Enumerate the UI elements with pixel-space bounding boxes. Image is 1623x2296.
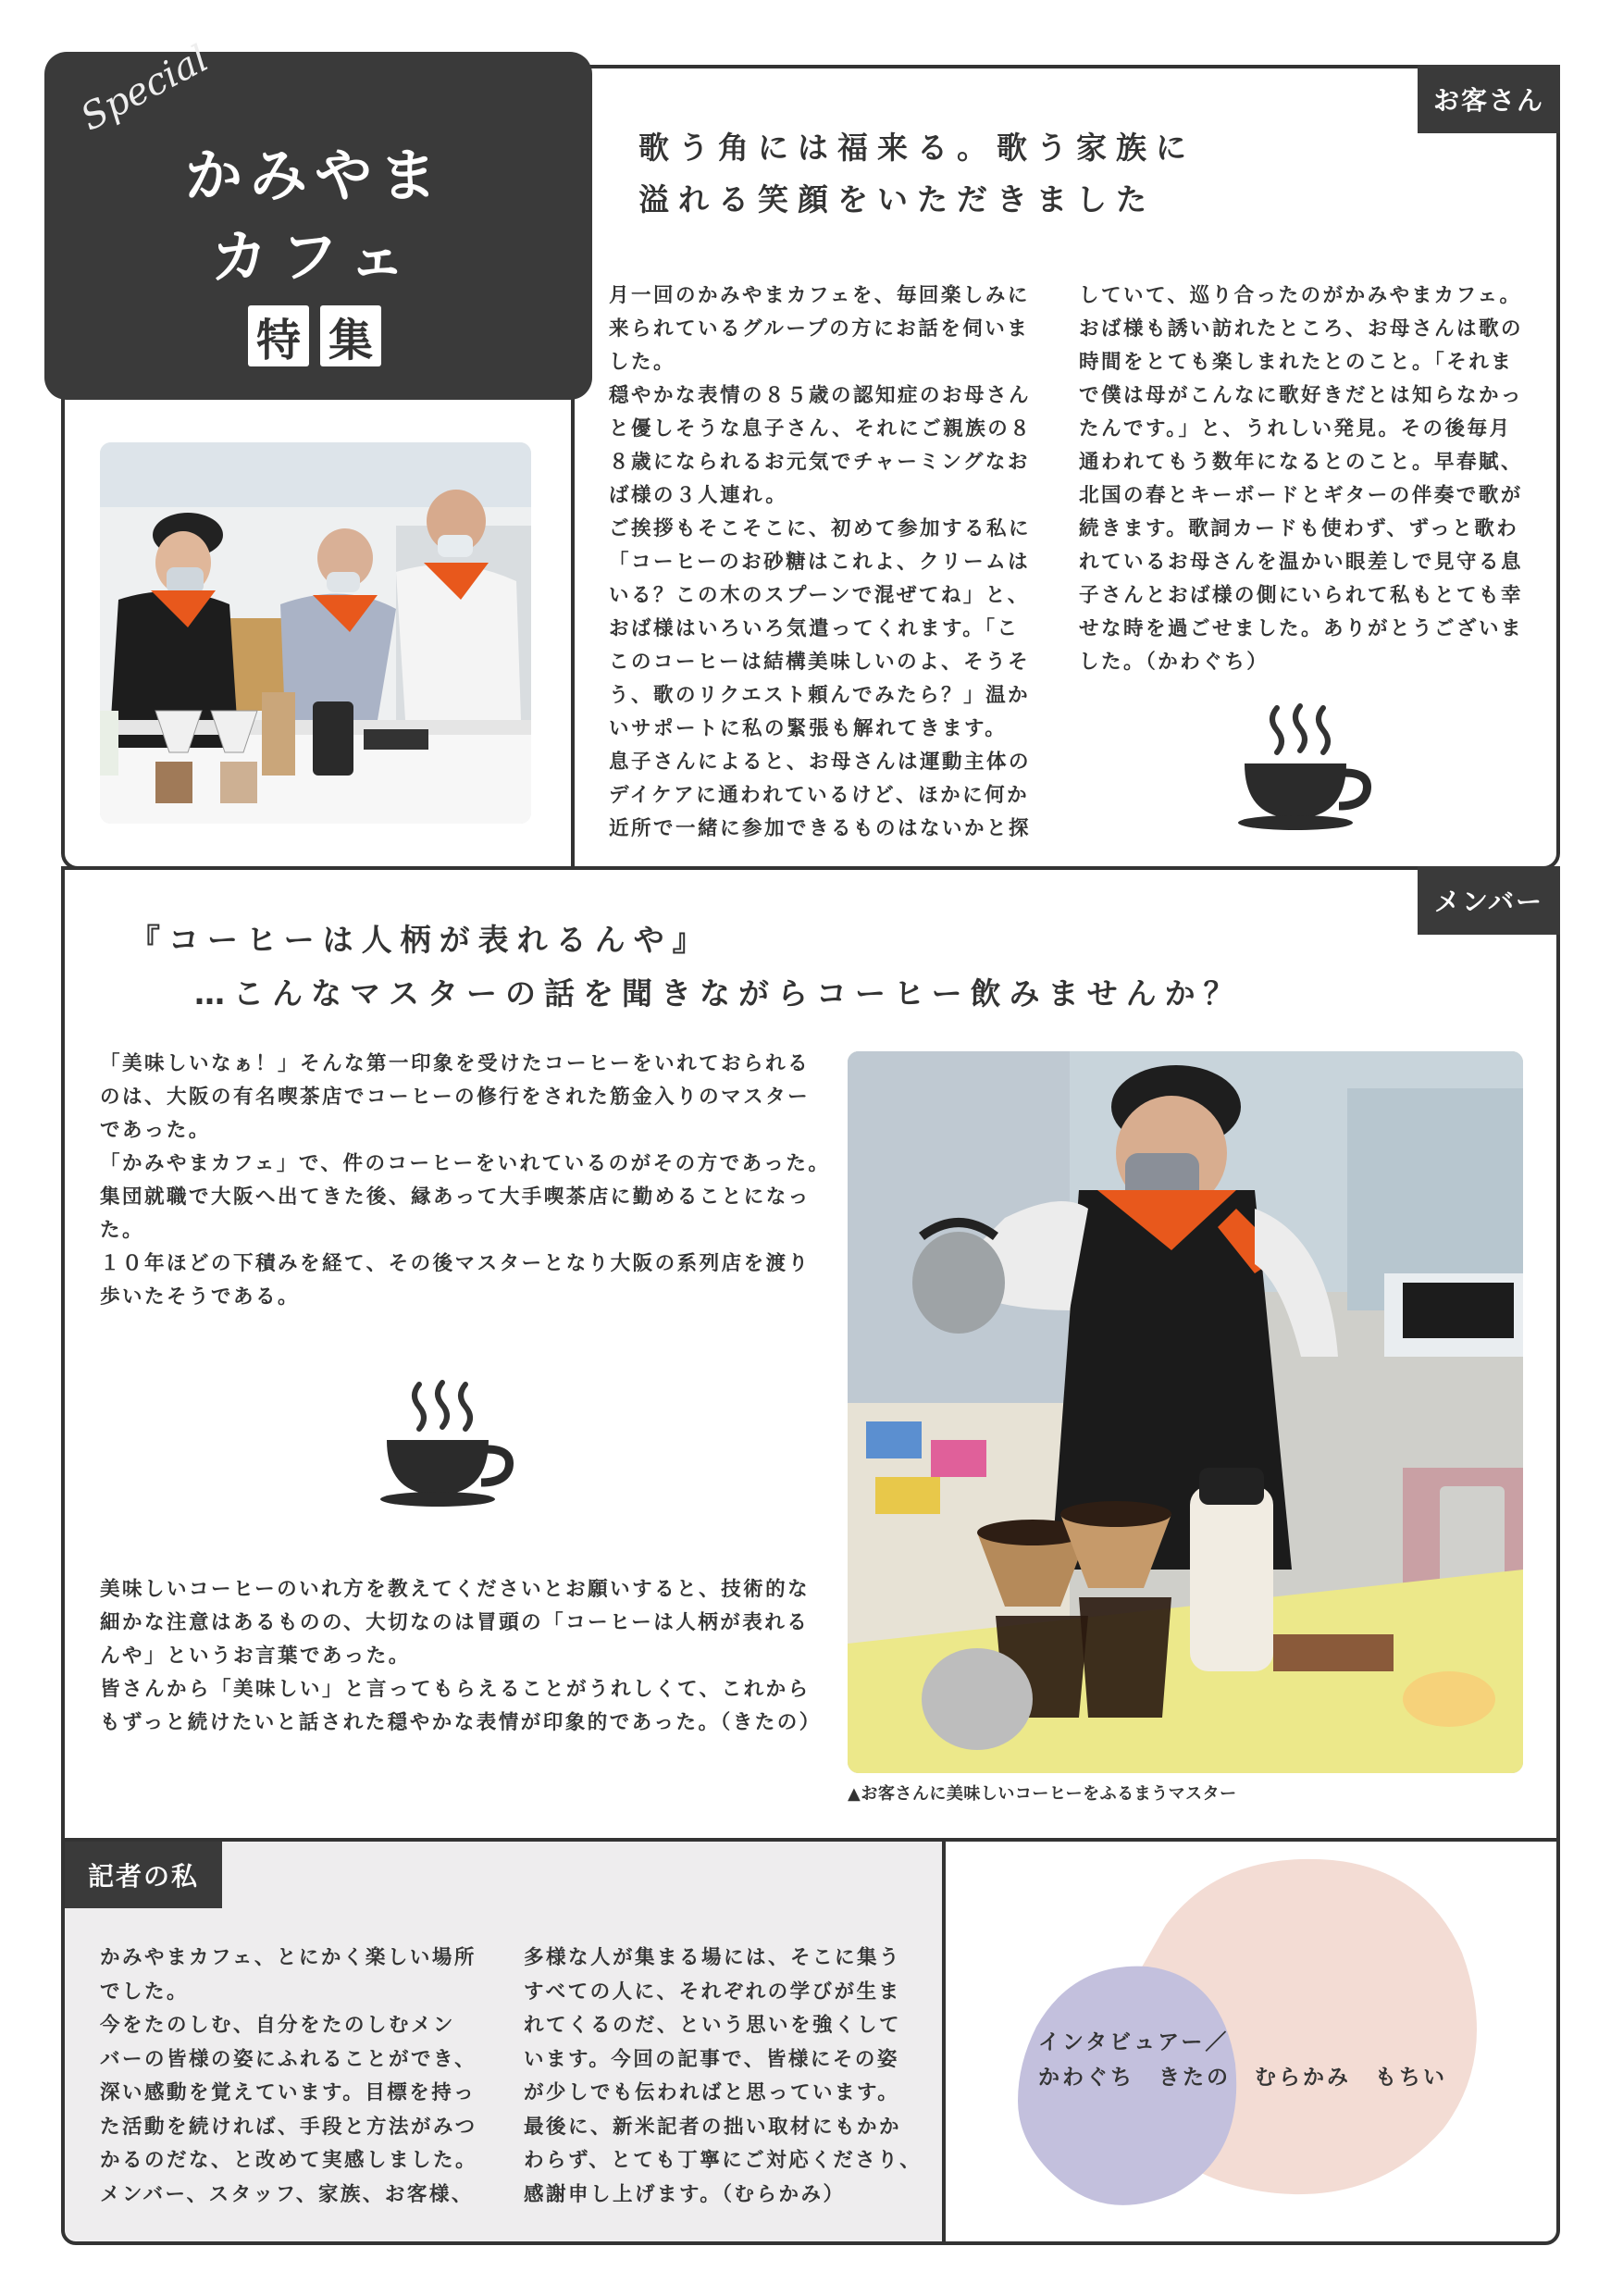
customers-photo-illustration [100, 442, 531, 824]
interviewer-names: かわぐち きたの むらかみ もちい [1038, 2066, 1447, 2090]
member-tag: メンバー [1418, 866, 1560, 935]
coffee-cup-icon [1235, 699, 1374, 833]
page-title-line1: かみやま [184, 142, 444, 209]
customer-headline: 歌う角には福来る。歌う家族に 溢れる笑顔をいただきました [638, 130, 1196, 217]
member-headline-line2: …こんなマスターの話を聞きながらコーヒー飲みませんか？ [194, 975, 1243, 1011]
badge-char: 特 [248, 305, 309, 366]
badge-char: 集 [320, 305, 381, 366]
top-divider-vertical [571, 389, 575, 870]
member-body-para2: 美味しいコーヒーのいれ方を教えてくださいとお願いすると、技術的な 細かな注意はあるものの、大切なのは冒頭の「コーヒーは人柄が表れる んや」というお言葉であった。 皆さんから「美味しい」と言ってもらえることがうれしくて、これから もずっと続けたいと話された穏やかな表情が印象的であった。（きたの） [100, 1578, 822, 1734]
customer-body-col1: 月一回のかみやまカフェを、毎回楽しみに 来られているグループの方にお話を伺いま した。 穏やかな表情の８５歳の認知症のお母さん と優しそうな息子さん、それにご親族の８ ８歳になられるお元気でチャーミングなお ば様の３人連れ。 ご挨拶もそこそこに、初めて参加する私に 「コーヒーのお砂糖はこれよ、クリームは いる？この木のスプーンで混ぜてね」と、 おば様はいろいろ気遣ってくれます。「こ このコーヒーは結構美味しいのよ、そうそ う、歌のリクエスト頼んでみたら？」温か いサポートに私の緊張も解れてきます。 息子さんによると、お母さんは運動主体の デイケアに通われているけど、ほかに何か 近所で一緒に参加できるものはないかと探 [609, 284, 1033, 840]
reporter-body-col2: 多様な人が集まる場には、そこに集う すべての人に、それぞれの学びが生ま れてくるのだ、という思いを強くして います。今回の記事で、皆様にその姿 が少しでも伝わればと思っています。 最後に、新米記者の拙い取材にもかか わらず、とても丁寧にご対応くださり、 感謝申し上げます。（むらかみ） [524, 1946, 923, 2206]
customer-tag: お客さん [1418, 65, 1560, 133]
bottom-divider-vertical [942, 1838, 946, 2245]
master-photo-caption: ▲お客さんに美味しいコーヒーをふるまうマスター [848, 1784, 1237, 1804]
master-photo-illustration [848, 1051, 1523, 1773]
interviewer-label: インタビュアー／ [1038, 2030, 1230, 2054]
page-title-line2: カフェ [210, 223, 419, 291]
member-headline-line1: 『コーヒーは人柄が表れるんや』 [130, 922, 712, 958]
special-feature-badge [248, 305, 387, 368]
customer-body-col2: していて、巡り合ったのがかみやまカフェ。 おば様も誘い訪れたところ、お母さんは歌の 時間をとても楽しまれたとのこと。「それま で僕は母がこんなに歌好きだとは知らなかっ たんです。」と、うれしい発見。その後毎月 通われてもう数年になるとのこと。早春賦、 北国の春とキーボードとギターの伴奏で歌が 続きます。歌詞カードも使わず、ずっと歌わ れているお母さんを温かい眼差しで見守る息 子さんとおば様の側にいられて私もとても幸 せな時を過ごせました。ありがとうございま した。（かわぐち） [1079, 284, 1524, 674]
master-photo [848, 1051, 1523, 1773]
special-script-label: Special [74, 37, 216, 140]
coffee-cup-icon [378, 1375, 516, 1509]
customers-photo [100, 442, 531, 824]
reporter-body-col1: かみやまカフェ、とにかく楽しい場所 でした。 今をたのしむ、自分をたのしむメン バーの皆様の姿にふれることができ、 深い感動を覚えています。目標を持っ た活動を続ければ、手段と方法がみつ かるのだな、と改めて実感しました。 メンバー、スタッフ、家族、お客様、 [100, 1946, 478, 2206]
member-body-para1: 「美味しいなぁ！」そんな第一印象を受けたコーヒーをいれておられる のは、大阪の有名喫茶店でコーヒーの修行をされた筋金入りのマスター であった。 「かみやまカフェ」で、件のコーヒーをいれているのがその方であった。 集団就職で大阪へ出てきた後、縁あって大手喫茶店に勤めることになっ た。 １０年ほどの下積みを経て、その後マスターとなり大阪の系列店を渡り 歩いたそうである。 [100, 1052, 831, 1309]
reporter-tag: 記者の私 [65, 1842, 222, 1908]
